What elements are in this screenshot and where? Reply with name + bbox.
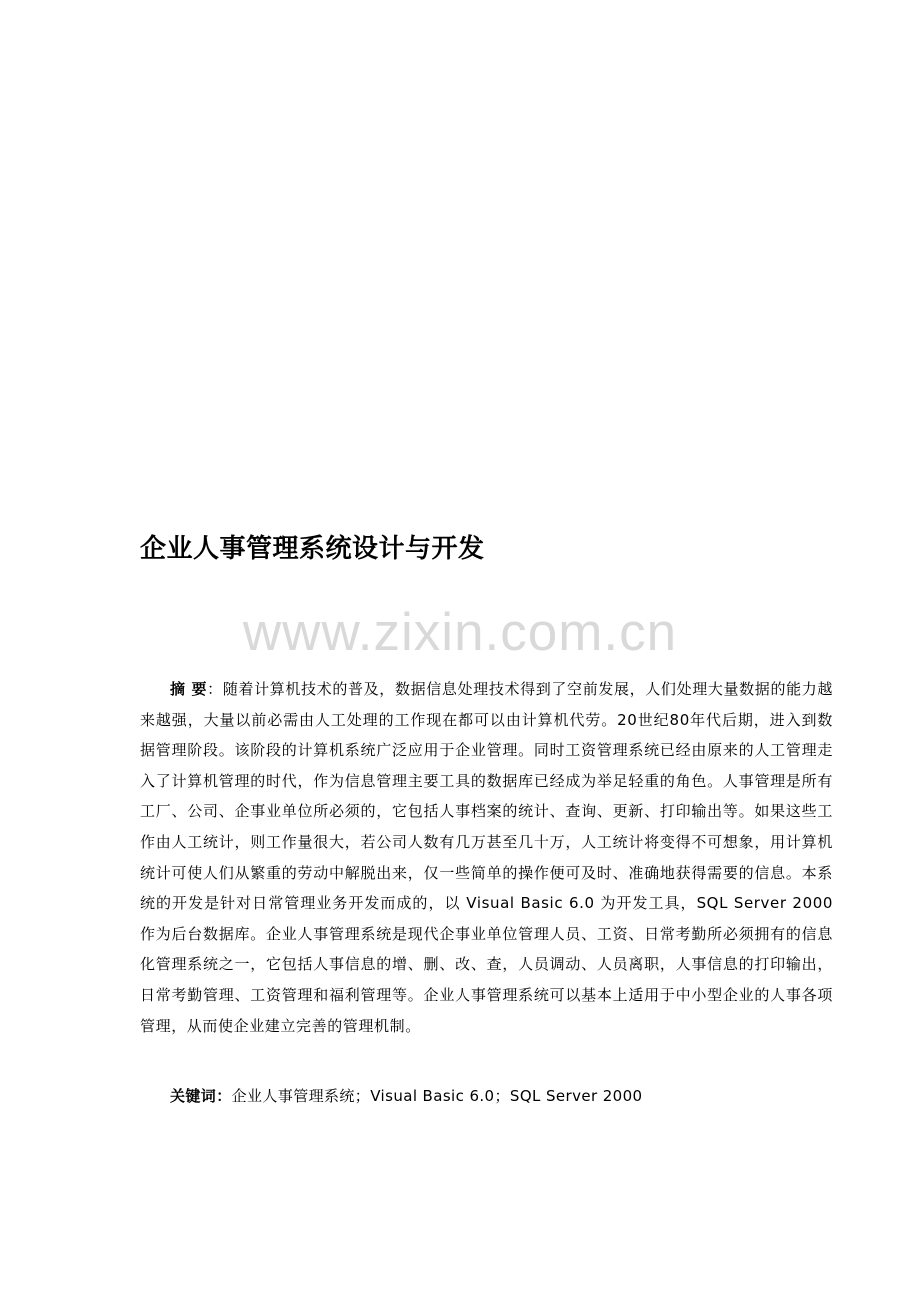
keywords-label: 关键词： — [170, 1087, 232, 1105]
document-title: 企业人事管理系统设计与开发 — [140, 534, 485, 564]
abstract-separator: ： — [207, 680, 223, 698]
abstract-paragraph — [140, 674, 833, 1041]
abstract-text: 随着计算机技术的普及，数据信息处理技术得到了空前发展，人们处理大量数据的能力越来越强，大量以前必需由人工处理的工作现在都可以由计算机代劳。20世纪80年代后期，进入到数据管理阶段。该阶段的计算机系统广泛应用于企业管理。同时工资管理系统已经由原来的人工管理走入了计算机管理的时代，作为信息管理主要工具的数据库已经成为举足轻重的角色。人事管理是所有工厂、公司、企事业单位所必须的，它包括人事档案的统计、查询、更新、打印输出等。如果这些工作由人工统计，则工作量很大，若公司人数有几万甚至几十万，人工统计将变得不可想象，用计算机统计可使人们从繁重的劳动中解脱出来，仅一些简单的操作便可及时、准确地获得需要的信息。本系统的开发是针对日常管理业务开发而成的，以 Visual Basic 6.0 为开发工具，SQL Server 2000 作为后台数据库。企业人事管理系统是现代企事业单位管理人员、工资、日常考勤所必须拥有的信息化管理系统之一，它包括人事信息的增、删、改、查，人员调动、人员离职，人事信息的打印输出，日常考勤管理、工资管理和福利管理等。企业人事管理系统可以基本上适用于中小型企业的人事各项管理，从而使企业建立完善的管理机制。 — [140, 680, 833, 1035]
watermark: www.zixin.com.cn — [242, 603, 678, 662]
keywords-text: 企业人事管理系统；Visual Basic 6.0；SQL Server 2000 — [231, 1087, 643, 1105]
abstract-label: 摘 要 — [170, 680, 208, 698]
keywords-paragraph — [140, 1081, 833, 1112]
